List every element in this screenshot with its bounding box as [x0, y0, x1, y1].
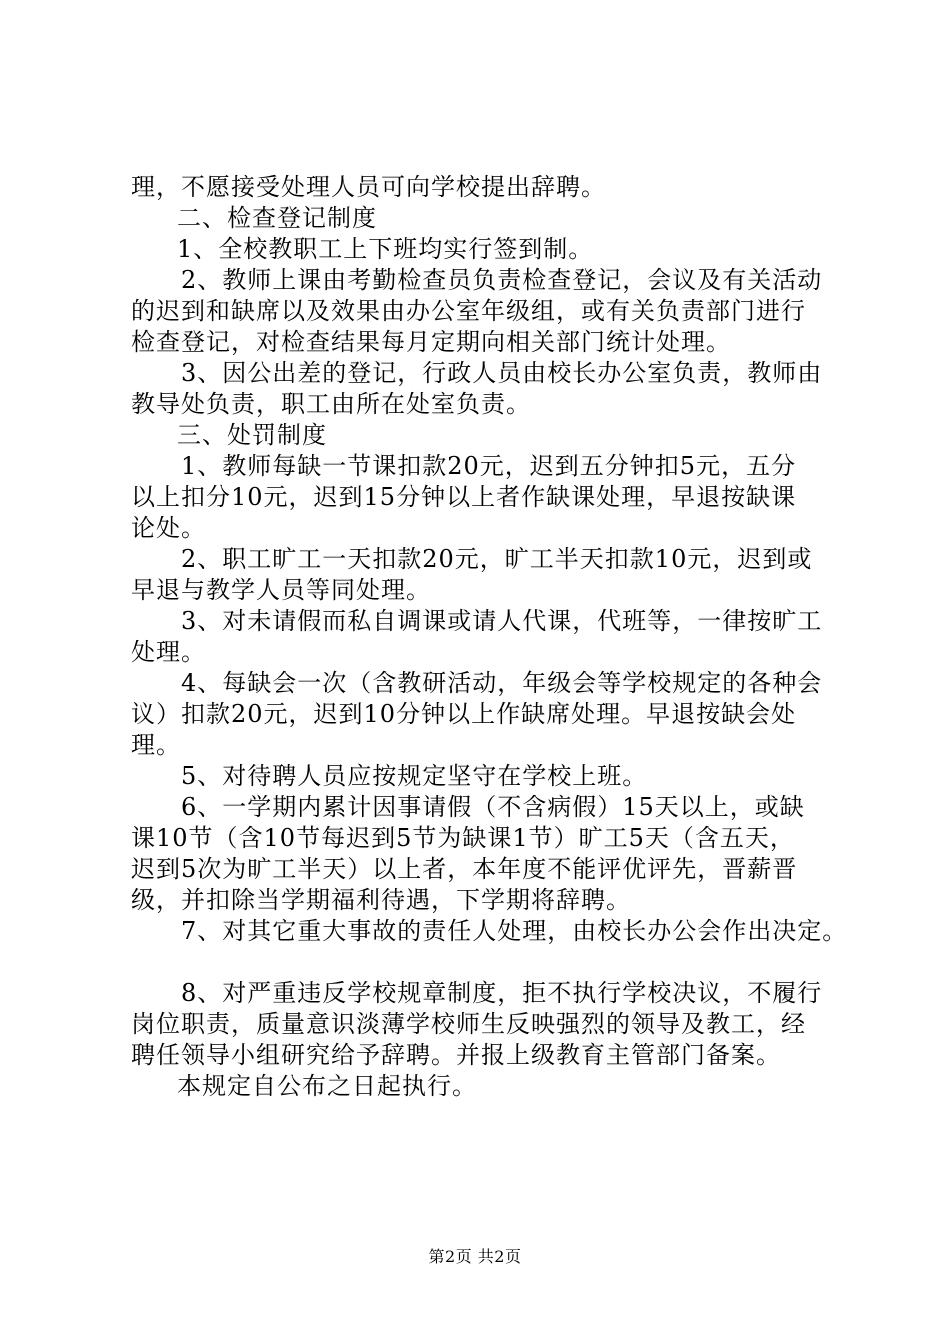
text-line: 3、对未请假而私自调课或请人代课，代班等，一律按旷工: [181, 607, 823, 635]
text-line: 7、对其它重大事故的责任人处理，由校长办公会作出决定。: [181, 917, 848, 945]
text-line: 1、教师每缺一节课扣款20元，迟到五分钟扣5元，五分: [181, 452, 797, 480]
text-line: 教导处负责，职工由所在处室负责。: [131, 390, 531, 418]
text-line: 处理。: [131, 638, 206, 666]
text-line: 级，并扣除当学期福利待遇，下学期将辞聘。: [131, 886, 631, 914]
text-line: 4、每缺会一次（含教研活动，年级会等学校规定的各种会: [181, 669, 823, 697]
text-line: 2、教师上课由考勤检查员负责检查登记，会议及有关活动: [181, 266, 823, 294]
text-line: 理，不愿接受处理人员可向学校提出辞聘。: [131, 173, 606, 201]
text-line: 以上扣分10元，迟到15分钟以上者作缺课处理，早退按缺课: [131, 483, 797, 511]
text-line: 早退与教学人员等同处理。: [131, 576, 431, 604]
text-line: 检查登记，对检查结果每月定期向相关部门统计处理。: [131, 328, 731, 356]
page-footer: 第2页 共2页: [428, 1247, 522, 1266]
text-line: 1、全校教职工上下班均实行签到制。: [177, 235, 594, 263]
text-line: 课10节（含10节每迟到5节为缺课1节）旷工5天（含五天，: [131, 824, 795, 852]
section-heading: 三、处罚制度: [177, 421, 327, 449]
text-line: 的迟到和缺席以及效果由办公室年级组，或有关负责部门进行: [131, 297, 806, 325]
text-line: 2、职工旷工一天扣款20元，旷工半天扣款10元，迟到或: [181, 545, 813, 573]
text-line: 8、对严重违反学校规章制度，拒不执行学校决议，不履行: [181, 979, 823, 1007]
text-line: 本规定自公布之日起执行。: [177, 1072, 477, 1100]
text-line: 聘任领导小组研究给予辞聘。并报上级教育主管部门备案。: [131, 1041, 781, 1069]
paragraph-gap: [131, 947, 851, 978]
text-line: 理。: [131, 731, 181, 759]
text-line: 论处。: [131, 514, 206, 542]
text-line: 议）扣款20元，迟到10分钟以上作缺席处理。早退按缺会处: [131, 700, 797, 728]
document-body: [131, 172, 851, 1102]
text-line: 3、因公出差的登记，行政人员由校长办公室负责，教师由: [181, 359, 823, 387]
section-heading: 二、检查登记制度: [177, 204, 377, 232]
text-line: 迟到5次为旷工半天）以上者，本年度不能评优评先，晋薪晋: [131, 855, 798, 883]
text-line: 6、一学期内累计因事请假（不含病假）15天以上，或缺: [181, 793, 805, 821]
text-line: 岗位职责，质量意识淡薄学校师生反映强烈的领导及教工，经: [131, 1010, 806, 1038]
text-line: 5、对待聘人员应按规定坚守在学校上班。: [181, 762, 648, 790]
